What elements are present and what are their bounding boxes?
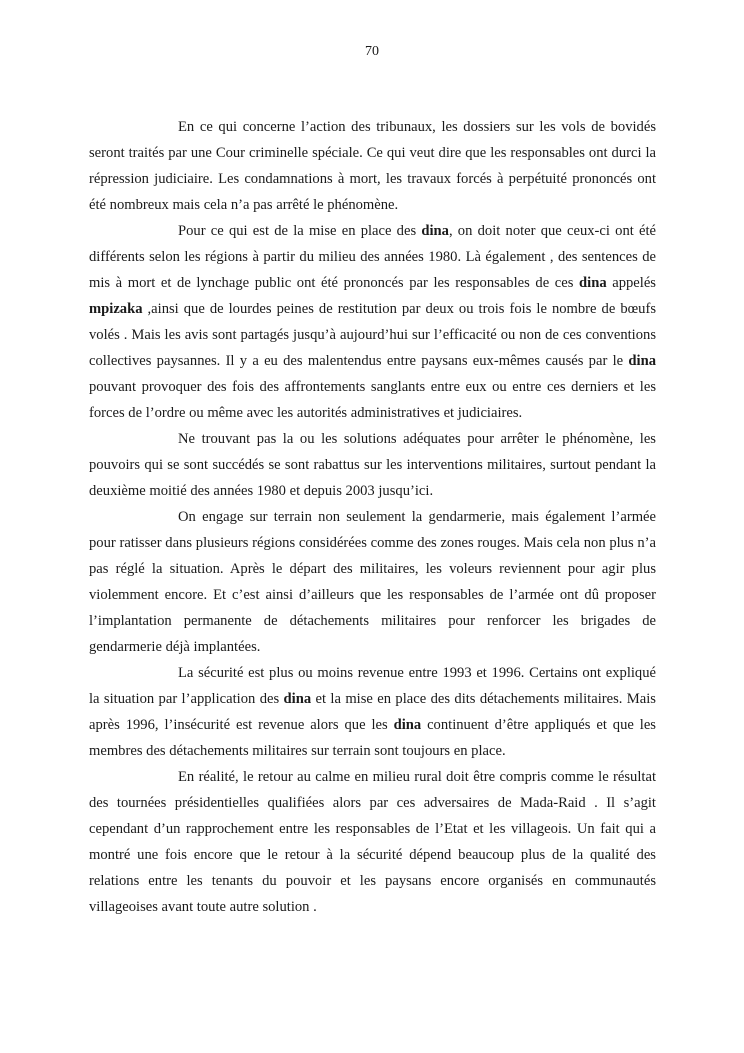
text-run: et la mise en place des dits détachements militaires. Mais après 1996, l’insécurité est revenue alors que les bbox=[89, 691, 656, 733]
text-run: continuent d’être appliqués et que les membres des détachements militaires sur terrain sont toujours en place. bbox=[89, 717, 656, 759]
page-number: 70 bbox=[365, 44, 379, 59]
paragraph-dina bbox=[89, 218, 656, 426]
paragraph-interventions-militaires bbox=[89, 426, 656, 504]
text-run: ,ainsi que de lourdes peines de restitution par deux ou trois fois le nombre de bœufs volés . Mais les avis sont partagés jusqu’à aujourd’hui sur l’efficacité ou non de ces conventions collectives paysannes. Il y a eu des malentendus entre paysans eux-mêmes causés par le bbox=[89, 301, 656, 369]
term-mpizaka: mpizaka bbox=[89, 301, 143, 317]
text-run: En réalité, le retour au calme en milieu rural doit être compris comme le résultat des tournées présidentielles qualifiées alors par ces adversaires de Mada-Raid . Il s’agit cependant d’un rapprochement entre les responsables de l’Etat et les villageois. Un fait qui a montré une fois encore que le retour à la sécurité dépend beaucoup plus de la qualité des relations entre les tenants du pouvoir et les paysans encore organisés en communautés villageoises avant toute autre solution . bbox=[89, 769, 656, 915]
text-run: , on doit noter que ceux-ci ont été différents selon les régions à partir du milieu des années 1980. Là également , des sentences de mis à mort et de lynchage public ont été prononcés par les responsables de ces bbox=[89, 223, 657, 291]
paragraph-gendarmerie bbox=[89, 504, 656, 660]
paragraph-retour-au-calme bbox=[89, 764, 656, 920]
text-run: pouvant provoquer des fois des affrontements sanglants entre eux ou entre ces derniers et les forces de l’ordre ou même avec les autorités administratives et judiciaires. bbox=[89, 379, 656, 421]
term-dina: dina bbox=[579, 275, 607, 291]
text-run: Ne trouvant pas la ou les solutions adéquates pour arrêter le phénomène, les pouvoirs qui se sont succédés se sont rabattus sur les interventions militaires, surtout pendant la deuxième moitié des années 1980 et depuis 2003 jusqu’ici. bbox=[89, 431, 656, 499]
text-run: En ce qui concerne l’action des tribunaux, les dossiers sur les vols de bovidés seront traités par une Cour criminelle spéciale. Ce qui veut dire que les responsables ont durci la répression judiciaire. Les condamnations à mort, les travaux forcés à perpétuité prononcés ont été nombreux mais cela n’a pas arrêté le phénomène. bbox=[89, 119, 656, 213]
text-run: appelés bbox=[606, 275, 656, 291]
text-run: Pour ce qui est de la mise en place des bbox=[178, 223, 422, 239]
text-run: La sécurité est plus ou moins revenue entre 1993 et 1996. Certains ont expliqué la situation par l’application des bbox=[89, 665, 656, 707]
term-dina: dina bbox=[283, 691, 312, 707]
term-dina: dina bbox=[393, 717, 422, 733]
paragraph-tribunaux bbox=[89, 114, 656, 218]
body-text bbox=[89, 114, 656, 920]
term-dina: dina bbox=[421, 223, 449, 239]
paragraph-securite bbox=[89, 660, 656, 764]
text-run: On engage sur terrain non seulement la gendarmerie, mais également l’armée pour ratisser dans plusieurs régions considérées comme des zones rouges. Mais cela non plus n’a pas réglé la situation. Après le départ des militaires, les voleurs reviennent pour agir plus violemment encore. Et c’est ainsi d’ailleurs que les responsables de l’armée ont dû proposer l’implantation permanente de détachements militaires pour renforcer les brigades de gendarmerie déjà implantées. bbox=[89, 509, 656, 655]
term-dina: dina bbox=[628, 353, 656, 369]
